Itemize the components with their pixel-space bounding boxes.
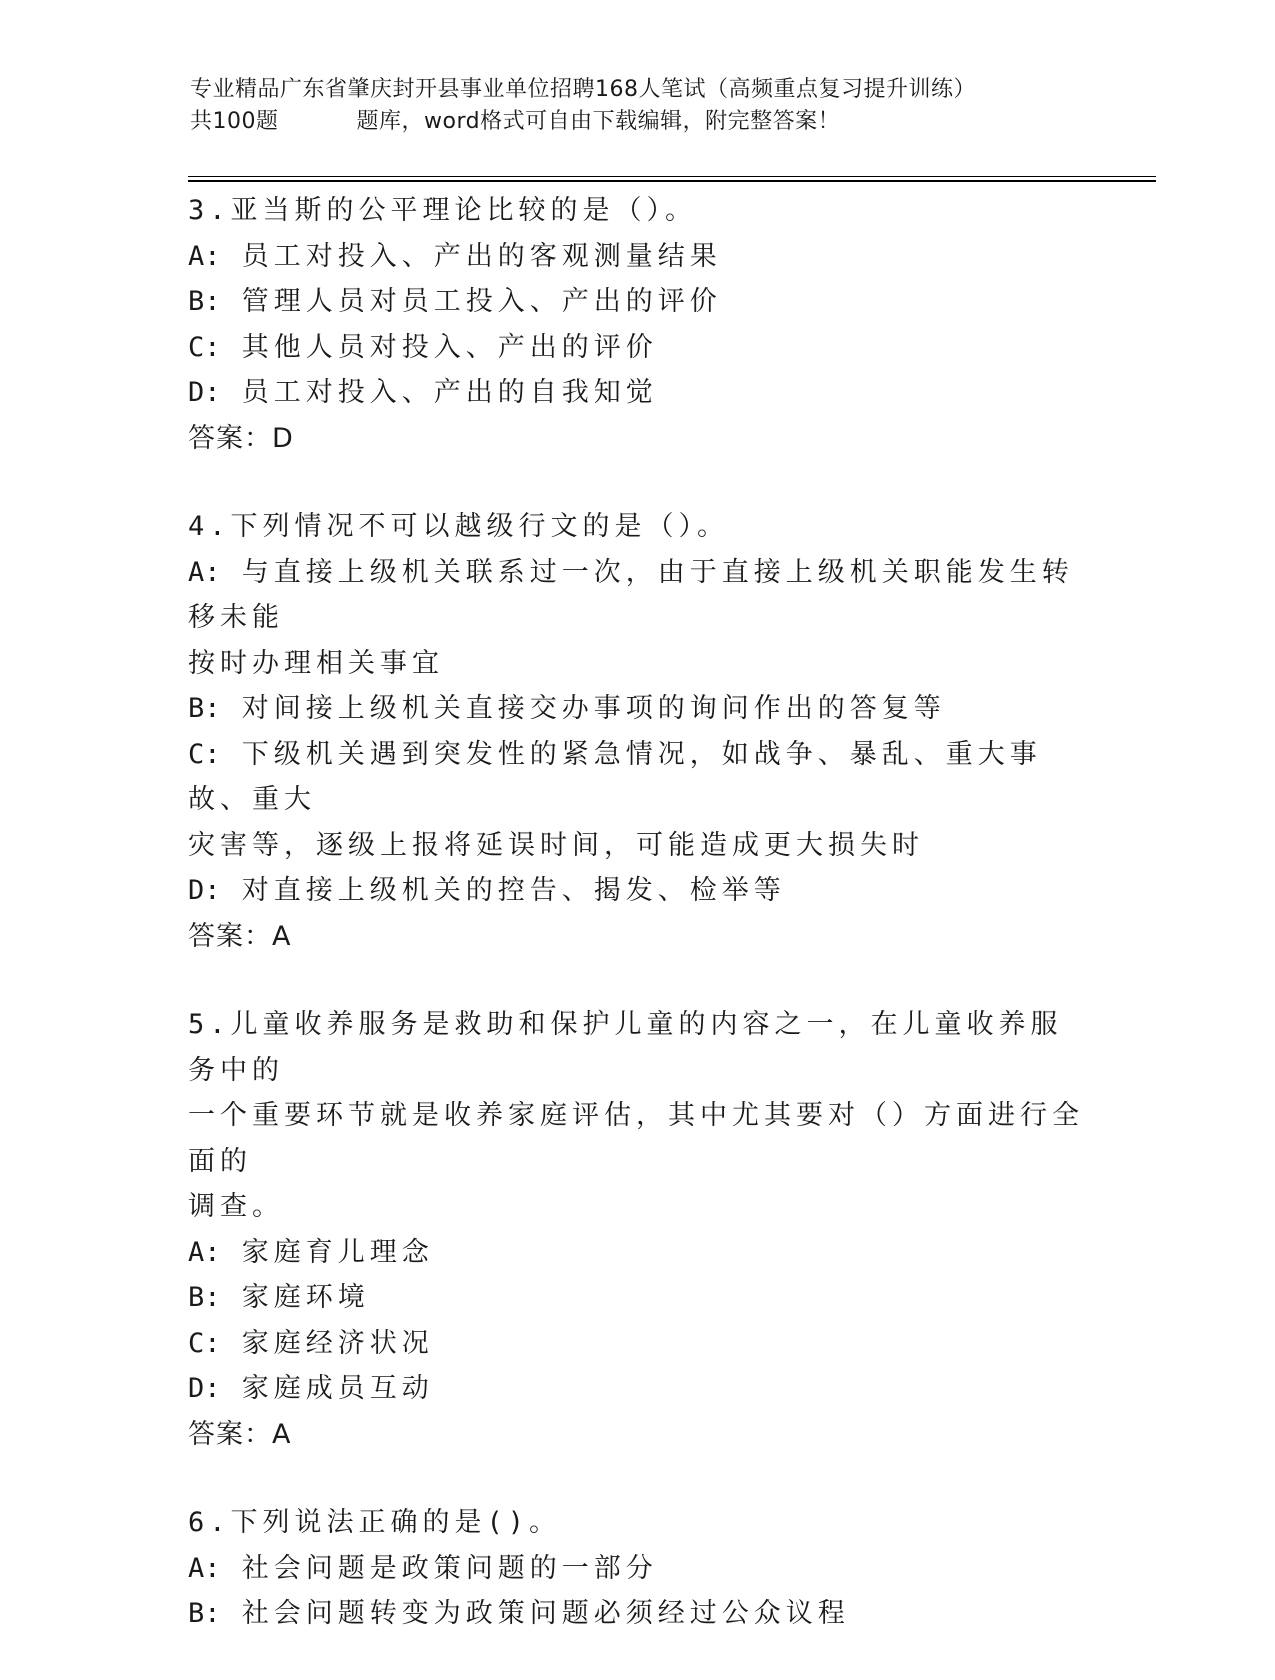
answer-option [188, 279, 1088, 325]
option-text: 其他人员对投入、产出的评价 [241, 331, 658, 363]
option-label: B: [188, 1282, 221, 1313]
answer-option [188, 1230, 1088, 1276]
option-text: 家庭成员互动 [241, 1373, 434, 1404]
header-count: 共100题 [190, 109, 279, 134]
option-label: D: [188, 1373, 221, 1404]
option-text: 与直接上级机关联系过一次，由于直接上级机关职能发生转移未能 [188, 556, 1074, 633]
answer-option [188, 641, 1088, 687]
answer-option [188, 1546, 1088, 1592]
option-label: C: [188, 331, 221, 363]
answer-option [188, 370, 1088, 416]
answer-option [188, 686, 1088, 732]
answer-key: 答案：A [188, 1418, 292, 1450]
answer-option [188, 823, 1088, 869]
option-text: 员工对投入、产出的客观测量结果 [241, 240, 722, 272]
answer-option [188, 1591, 1088, 1637]
answer-key: 答案：D [188, 422, 294, 454]
answer-option [188, 732, 1088, 823]
option-label: B: [188, 693, 221, 724]
header-divider-thick [188, 180, 1156, 182]
answer-key: 答案：A [188, 920, 292, 952]
answer-option [188, 325, 1088, 371]
option-text: 员工对投入、产出的自我知觉 [241, 377, 658, 408]
question-list [188, 188, 1088, 1680]
option-text: 对间接上级机关直接交办事项的询问作出的答复等 [241, 693, 946, 724]
question-block [188, 504, 1088, 959]
option-text: 社会问题是政策问题的一部分 [241, 1552, 658, 1584]
question-stem: 5.儿童收养服务是救助和保护儿童的内容之一，在儿童收养服务中的 [188, 1009, 1063, 1086]
answer-option [188, 868, 1088, 914]
header-divider-thin [188, 176, 1156, 177]
question-stem: 3.亚当斯的公平理论比较的是（）。 [188, 195, 698, 226]
option-label: B: [188, 286, 221, 317]
option-text: 社会问题转变为政策问题必须经过公众议程 [241, 1598, 850, 1629]
option-text: 家庭育儿理念 [241, 1236, 434, 1268]
document-header [190, 74, 1090, 138]
question-stem: 一个重要环节就是收养家庭评估，其中尤其要对（）方面进行全面的 [188, 1100, 1084, 1177]
option-label: C: [188, 1327, 221, 1359]
option-label: A: [188, 240, 221, 272]
answer-option [188, 1366, 1088, 1412]
option-label: C: [188, 738, 221, 770]
option-label: A: [188, 1552, 221, 1584]
option-text: 下级机关遇到突发性的紧急情况，如战争、暴乱、重大事故、重大 [188, 738, 1042, 815]
option-label: B: [188, 1598, 221, 1629]
question-stem: 4.下列情况不可以越级行文的是（）。 [188, 511, 730, 542]
answer-option [188, 1275, 1088, 1321]
header-description: 题库，word格式可自由下载编辑，附完整答案！ [356, 109, 841, 134]
question-stem: 6.下列说法正确的是()。 [188, 1507, 562, 1538]
question-block [188, 1002, 1088, 1457]
answer-option [188, 550, 1088, 641]
answer-option [188, 234, 1088, 280]
option-label: A: [188, 556, 221, 588]
header-title: 专业精品广东省肇庆封开县事业单位招聘168人笔试（高频重点复习提升训练） [190, 77, 976, 102]
option-text: 管理人员对员工投入、产出的评价 [241, 286, 722, 317]
option-label: D: [188, 377, 221, 408]
question-block [188, 1500, 1088, 1637]
header-subtitle [190, 106, 1090, 138]
option-text: 家庭经济状况 [241, 1327, 434, 1359]
option-label: D: [188, 875, 221, 906]
question-stem: 调查。 [188, 1191, 284, 1222]
option-text: 按时办理相关事宜 [188, 647, 444, 679]
option-text: 家庭环境 [241, 1282, 370, 1313]
option-text: 灾害等，逐级上报将延误时间，可能造成更大损失时 [188, 829, 924, 861]
option-text: 对直接上级机关的控告、揭发、检举等 [241, 875, 786, 906]
question-block [188, 188, 1088, 461]
answer-option [188, 1321, 1088, 1367]
option-label: A: [188, 1236, 221, 1268]
